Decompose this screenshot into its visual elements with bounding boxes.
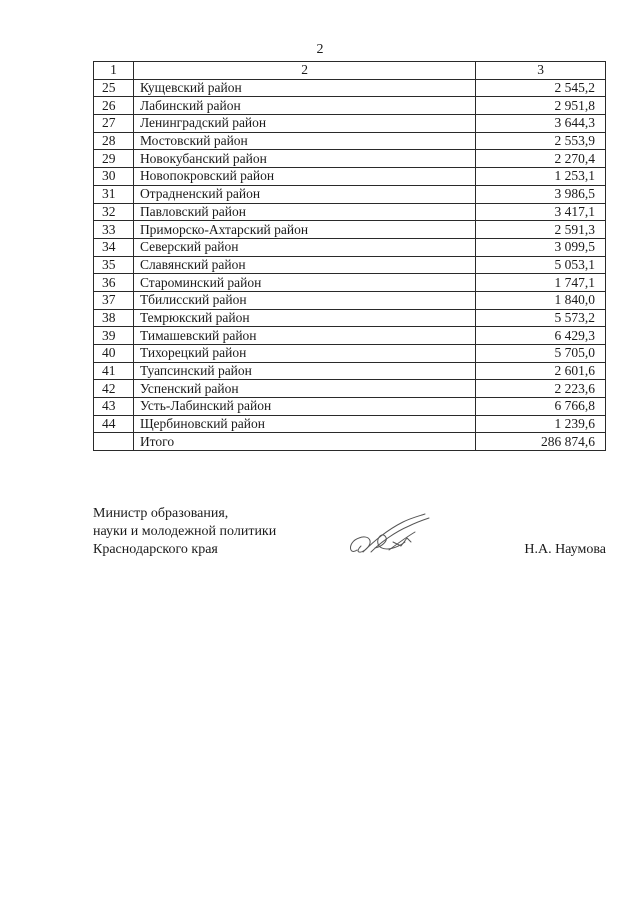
- amount-value: 3 644,3: [476, 115, 606, 133]
- amount-value: 1 253,1: [476, 168, 606, 186]
- row-number: 29: [94, 150, 134, 168]
- district-name: Павловский район: [133, 203, 475, 221]
- amount-value: 5 053,1: [476, 256, 606, 274]
- table-row: [94, 415, 606, 433]
- district-name: Усть-Лабинский район: [133, 398, 475, 416]
- row-number: 40: [94, 345, 134, 363]
- amount-value: 5 705,0: [476, 345, 606, 363]
- row-number: 32: [94, 203, 134, 221]
- row-number: 28: [94, 132, 134, 150]
- district-name: Успенский район: [133, 380, 475, 398]
- district-name: Тбилисский район: [133, 291, 475, 309]
- district-name: Новопокровский район: [133, 168, 475, 186]
- table-row: [94, 203, 606, 221]
- signature-strokes: [351, 514, 430, 552]
- row-number: 25: [94, 79, 134, 97]
- signer-position: [93, 505, 276, 559]
- table-header-row: [94, 62, 606, 80]
- district-name: Славянский район: [133, 256, 475, 274]
- amount-value: 2 591,3: [476, 221, 606, 239]
- table-row: [94, 362, 606, 380]
- row-number: 37: [94, 291, 134, 309]
- amount-value: 3 986,5: [476, 185, 606, 203]
- row-number: 33: [94, 221, 134, 239]
- table-row: [94, 309, 606, 327]
- row-number: 42: [94, 380, 134, 398]
- district-name: Тихорецкий район: [133, 345, 475, 363]
- table-row: [94, 238, 606, 256]
- district-name: Тимашевский район: [133, 327, 475, 345]
- signer-position-line: Краснодарского края: [93, 542, 218, 557]
- table-row: [94, 97, 606, 115]
- amount-value: 3 099,5: [476, 238, 606, 256]
- table-row: [94, 132, 606, 150]
- row-number: 41: [94, 362, 134, 380]
- table-row: [94, 150, 606, 168]
- district-name: Северский район: [133, 238, 475, 256]
- row-number: 44: [94, 415, 134, 433]
- table-row: [94, 115, 606, 133]
- table-row: [94, 398, 606, 416]
- table-row: [94, 327, 606, 345]
- signer-name: Н.А. Наумова: [524, 542, 606, 557]
- district-name: Староминский район: [133, 274, 475, 292]
- row-number: 36: [94, 274, 134, 292]
- table-row: [94, 256, 606, 274]
- column-header: 1: [94, 62, 134, 80]
- table-row: [94, 185, 606, 203]
- total-value: 286 874,6: [476, 433, 606, 451]
- total-number: [94, 433, 134, 451]
- amount-value: 1 840,0: [476, 291, 606, 309]
- district-name: Приморско-Ахтарский район: [133, 221, 475, 239]
- district-name: Отрадненский район: [133, 185, 475, 203]
- district-name: Лабинский район: [133, 97, 475, 115]
- district-name: Ленинградский район: [133, 115, 475, 133]
- district-name: Туапсинский район: [133, 362, 475, 380]
- table-row: [94, 168, 606, 186]
- amount-value: 6 429,3: [476, 327, 606, 345]
- amount-value: 2 553,9: [476, 132, 606, 150]
- amount-value: 6 766,8: [476, 398, 606, 416]
- amount-value: 2 545,2: [476, 79, 606, 97]
- total-label: Итого: [133, 433, 475, 451]
- amount-value: 2 951,8: [476, 97, 606, 115]
- page-number: 2: [316, 42, 324, 57]
- district-name: Мостовский район: [133, 132, 475, 150]
- table-row: [94, 380, 606, 398]
- amount-value: 2 270,4: [476, 150, 606, 168]
- district-name: Новокубанский район: [133, 150, 475, 168]
- amount-value: 2 223,6: [476, 380, 606, 398]
- row-number: 30: [94, 168, 134, 186]
- amount-value: 2 601,6: [476, 362, 606, 380]
- total-row: [94, 433, 606, 451]
- amount-value: 1 239,6: [476, 415, 606, 433]
- row-number: 43: [94, 398, 134, 416]
- row-number: 31: [94, 185, 134, 203]
- table-row: [94, 345, 606, 363]
- row-number: 35: [94, 256, 134, 274]
- row-number: 34: [94, 238, 134, 256]
- district-name: Кущевский район: [133, 79, 475, 97]
- amount-value: 1 747,1: [476, 274, 606, 292]
- amount-value: 5 573,2: [476, 309, 606, 327]
- table-row: [94, 291, 606, 309]
- row-number: 26: [94, 97, 134, 115]
- table-row: [94, 274, 606, 292]
- row-number: 38: [94, 309, 134, 327]
- table-row: [94, 221, 606, 239]
- amount-value: 3 417,1: [476, 203, 606, 221]
- signer-position-line: Министр образования,: [93, 506, 229, 521]
- table-body: [94, 79, 606, 450]
- district-name: Щербиновский район: [133, 415, 475, 433]
- allocation-table: [93, 61, 606, 451]
- district-name: Темрюкский район: [133, 309, 475, 327]
- table-row: [94, 79, 606, 97]
- row-number: 27: [94, 115, 134, 133]
- signer-position-line: науки и молодежной политики: [93, 524, 277, 539]
- column-header: 3: [476, 62, 606, 80]
- row-number: 39: [94, 327, 134, 345]
- handwritten-signature: [345, 512, 435, 562]
- column-header: 2: [133, 62, 475, 80]
